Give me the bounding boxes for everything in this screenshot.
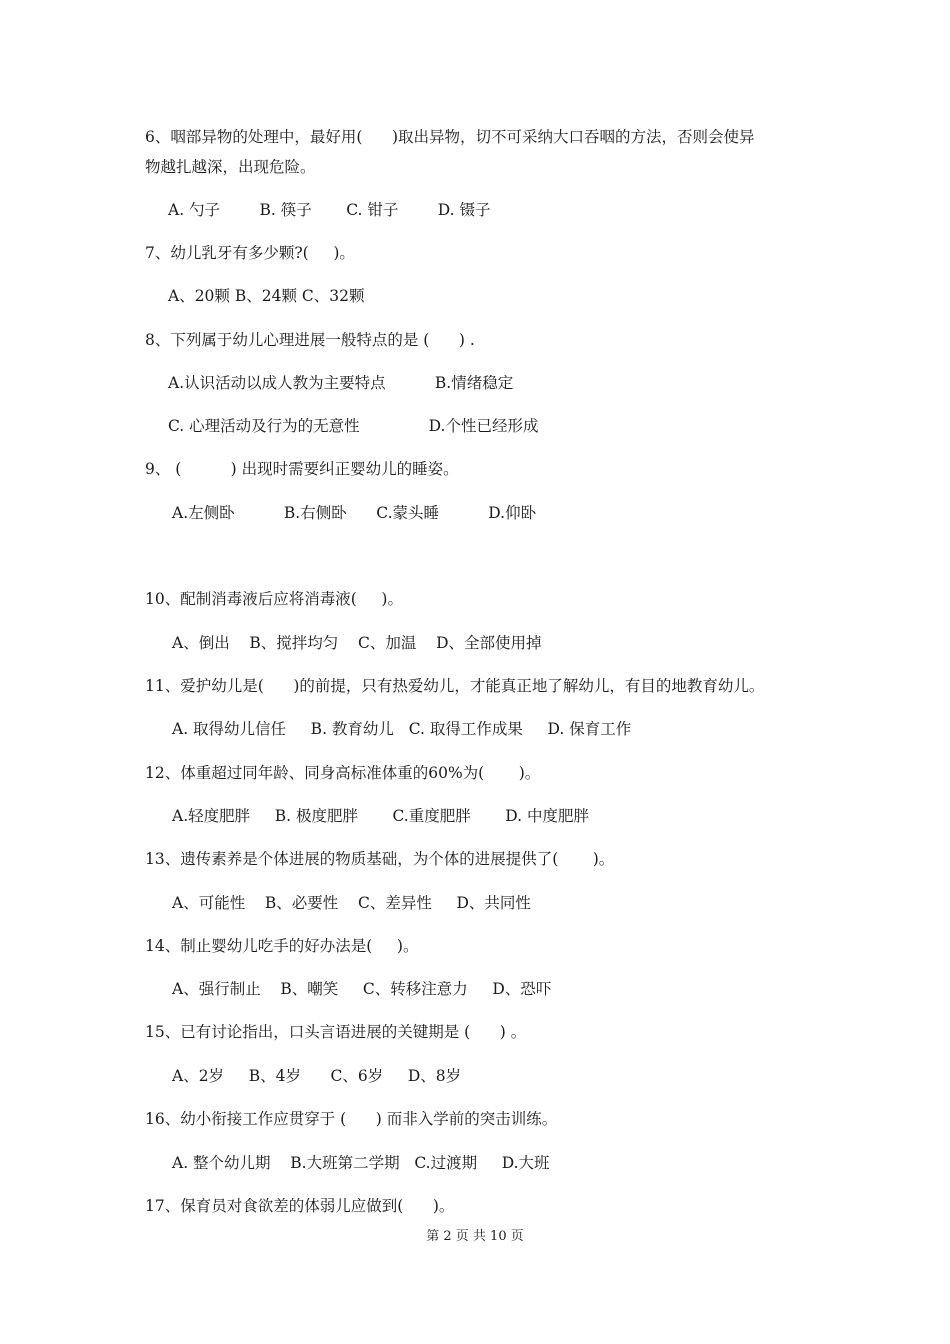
question-6-stem-line1: 6、咽部异物的处理中，最好用( )取出异物，切不可采纳大口吞咽的方法，否则会使异 [145,128,755,146]
question-6-stem-line2: 物越扎越深，出现危险。 [145,158,316,176]
question-15-options: A、2岁 B、4岁 C、6岁 D、8岁 [172,1067,462,1085]
question-10-options: A、倒出 B、搅拌均匀 C、加温 D、全部使用掉 [172,634,542,652]
question-7-options: A、20颗 B、24颗 C、32颗 [168,287,365,305]
question-14-stem: 14、制止婴幼儿吃手的好办法是( )。 [145,937,419,955]
question-7-stem: 7、幼儿乳牙有多少颗?( )。 [145,244,355,262]
question-8-options-row2: C. 心理活动及行为的无意性 D.个性已经形成 [168,417,539,435]
question-13-stem: 13、遗传素养是个体进展的物质基础，为个体的进展提供了( )。 [145,850,615,868]
question-12-stem: 12、体重超过同年龄、同身高标准体重的60%为( )。 [145,764,541,782]
page-number-footer: 第 2 页 共 10 页 [426,1229,524,1244]
question-14-options: A、强行制止 B、嘲笑 C、转移注意力 D、恐吓 [172,980,552,998]
question-9-stem: 9、 ( ) 出现时需要纠正婴幼儿的睡姿。 [145,460,459,478]
question-16-options: A. 整个幼儿期 B.大班第二学期 C.过渡期 D.大班 [172,1154,550,1172]
question-11-stem: 11、爱护幼儿是( )的前提，只有热爱幼儿，才能真正地了解幼儿，有目的地教育幼儿。 [145,677,765,695]
question-16-stem: 16、幼小衔接工作应贯穿于 ( ) 而非入学前的突击训练。 [145,1110,558,1128]
question-15-stem: 15、已有讨论指出，口头言语进展的关键期是 ( ) 。 [145,1023,527,1041]
question-10-stem: 10、配制消毒液后应将消毒液( )。 [145,590,403,608]
question-11-options: A. 取得幼儿信任 B. 教育幼儿 C. 取得工作成果 D. 保育工作 [172,720,632,738]
question-8-stem: 8、下列属于幼儿心理进展一般特点的是 ( ) . [145,331,475,349]
question-6-options: A. 勺子 B. 筷子 C. 钳子 D. 镊子 [168,201,491,219]
question-17-stem: 17、保育员对食欲差的体弱儿应做到( )。 [145,1197,455,1215]
question-13-options: A、可能性 B、必要性 C、差异性 D、共同性 [172,894,531,912]
question-12-options: A.轻度肥胖 B. 极度肥胖 C.重度肥胖 D. 中度肥胖 [172,807,589,825]
question-9-options: A.左侧卧 B.右侧卧 C.蒙头睡 D.仰卧 [172,504,537,522]
question-8-options-row1: A.认识活动以成人教为主要特点 B.情绪稳定 [168,374,514,392]
